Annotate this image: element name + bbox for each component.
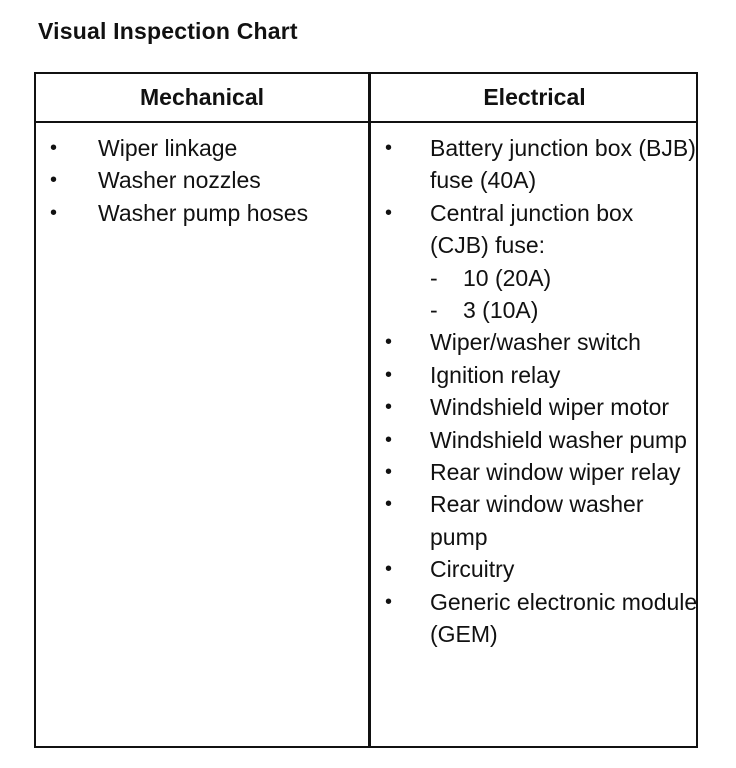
electrical-item-text: Central junction box (CJB) fuse:	[430, 199, 634, 259]
electrical-list-item	[371, 359, 698, 391]
electrical-cell	[371, 132, 698, 651]
electrical-item-text: Battery junction box (BJB) fuse (40A)	[430, 135, 696, 194]
electrical-list-item	[371, 391, 698, 423]
bullet: •	[385, 428, 393, 451]
bullet: •	[50, 169, 58, 192]
electrical-item-text: Wiper/washer switch	[430, 329, 641, 356]
electrical-item-text: Rear window wiper relay	[430, 459, 681, 486]
mechanical-item-text: Wiper linkage	[98, 135, 238, 161]
bullet: •	[385, 363, 393, 386]
inspection-table	[34, 72, 698, 748]
electrical-column-header: Electrical	[483, 84, 586, 110]
dash: -	[430, 264, 438, 291]
mechanical-list-item	[36, 164, 368, 196]
bullet: •	[385, 590, 393, 613]
electrical-list-item	[371, 553, 698, 585]
electrical-item-text: Generic electronic module (GEM)	[430, 588, 698, 648]
bullet: •	[385, 558, 393, 581]
bullet: •	[385, 331, 393, 354]
dash: -	[430, 297, 438, 324]
bullet: •	[385, 461, 393, 484]
electrical-list	[371, 132, 698, 651]
fuse-subitem	[430, 294, 698, 326]
electrical-list-item	[371, 132, 698, 197]
bullet: •	[385, 201, 393, 224]
fuse-subitem-text: 3 (10A)	[463, 297, 539, 324]
electrical-list-item	[371, 326, 698, 358]
page-title: Visual Inspection Chart	[38, 18, 298, 44]
electrical-item-text: Windshield washer pump	[430, 426, 687, 453]
mechanical-cell	[36, 132, 368, 229]
mechanical-item-text: Washer nozzles	[98, 167, 261, 194]
mechanical-column-header: Mechanical	[140, 84, 264, 110]
bullet: •	[385, 137, 393, 159]
electrical-list-item	[371, 488, 698, 553]
electrical-list-item	[371, 586, 698, 651]
electrical-list-item	[371, 197, 698, 327]
electrical-list-item	[371, 424, 698, 456]
bullet: •	[385, 396, 393, 419]
bullet: •	[50, 137, 58, 159]
electrical-item-text: Windshield wiper motor	[430, 394, 670, 421]
fuse-subitem	[430, 262, 698, 294]
fuse-subitem-text: 10 (20A)	[463, 264, 552, 291]
electrical-item-text: Ignition relay	[430, 361, 561, 388]
mechanical-item-text: Washer pump hoses	[98, 199, 309, 226]
bullet: •	[385, 493, 393, 516]
header-divider	[36, 121, 696, 123]
electrical-item-text: Rear window washer pump	[430, 491, 644, 550]
electrical-item-text: Circuitry	[430, 556, 515, 583]
mechanical-list-item	[36, 197, 368, 229]
mechanical-list-item	[36, 132, 368, 164]
electrical-list-item	[371, 456, 698, 488]
fuse-sublist	[430, 262, 698, 327]
mechanical-list	[36, 132, 368, 229]
bullet: •	[50, 201, 58, 224]
